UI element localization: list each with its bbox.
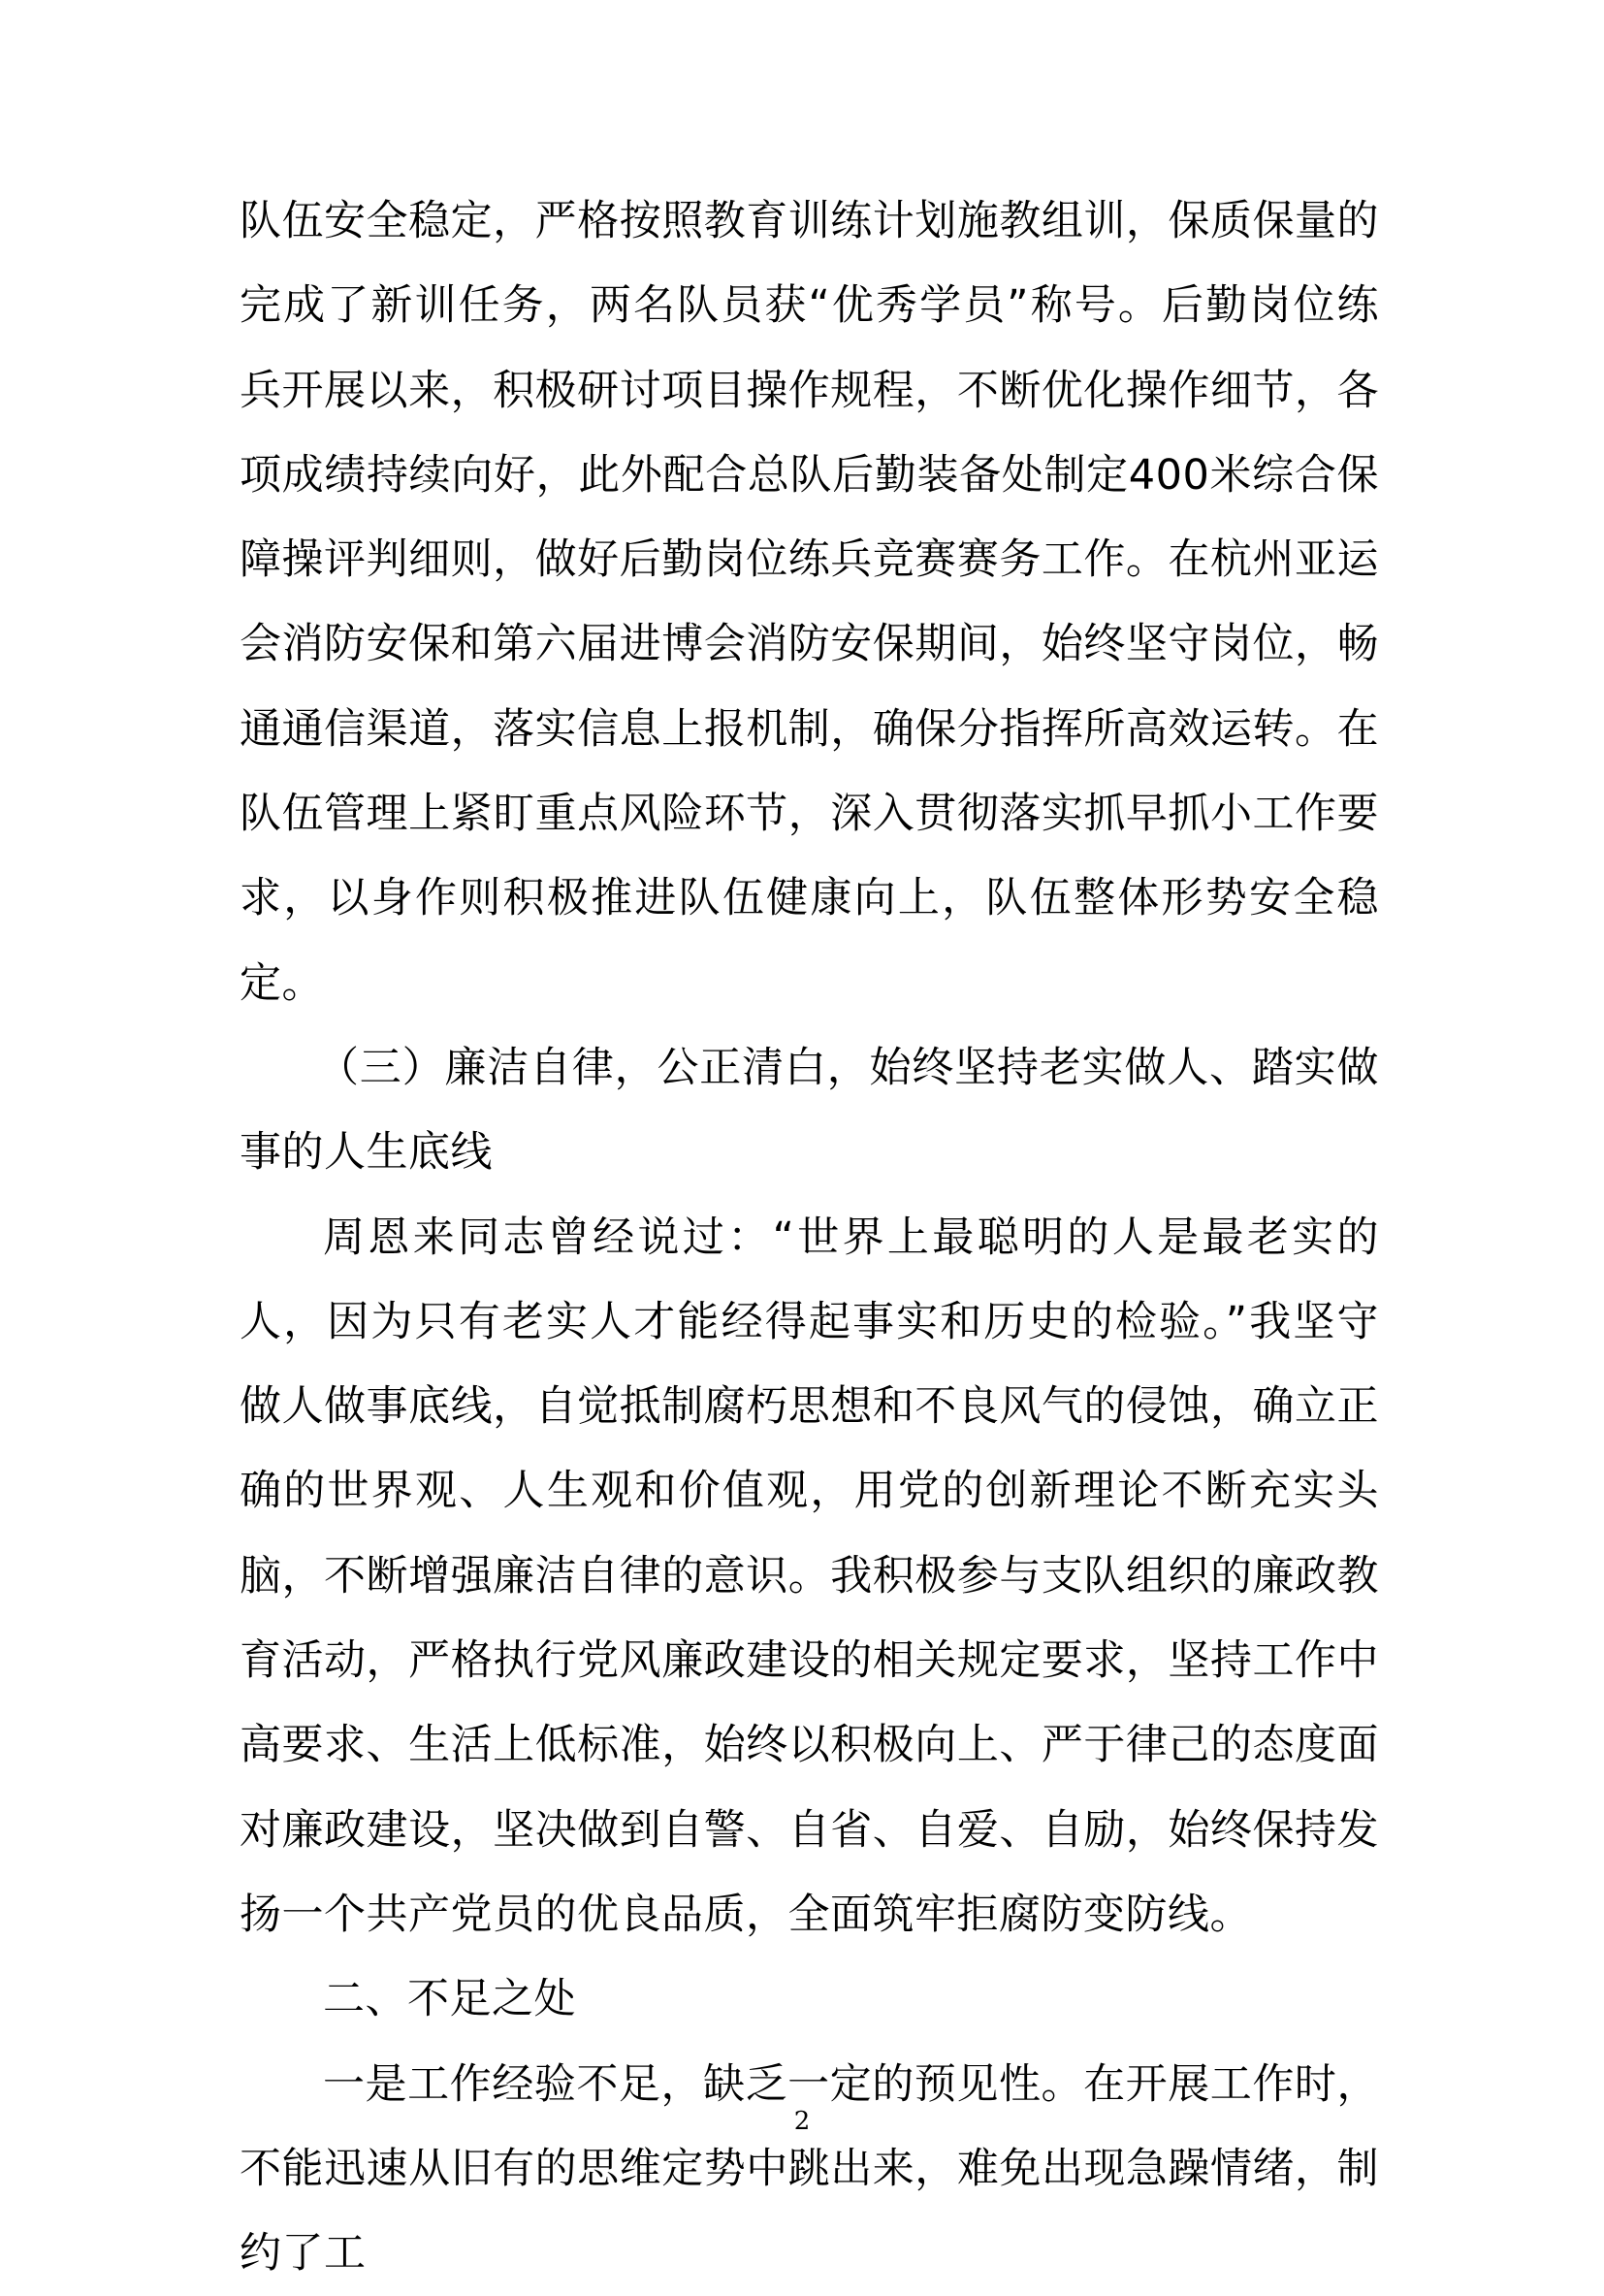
- document-body: [240, 179, 1379, 2296]
- paragraph-integrity: 周恩来同志曾经说过：“世界上最聪明的人是最老实的人，因为只有老实人才能经得起事实和历史的检验。”我坚守做人做事底线，自觉抵制腐朽思想和不良风气的侵蚀，确立正确的世界观、人生观和价值观，用党的创新理论不断充实头脑，不断增强廉洁自律的意识。我积极参与支队组织的廉政教育活动，严格执行党风廉政建设的相关规定要求，坚持工作中高要求、生活上低标准，始终以积极向上、严于律己的态度面对廉政建设，坚决做到自警、自省、自爱、自励，始终保持发扬一个共产党员的优良品质，全面筑牢拒腐防变防线。: [240, 1213, 1379, 1939]
- page-number: 2: [793, 2107, 811, 2136]
- heading-section-2: 二、不足之处: [323, 1975, 576, 2024]
- heading-section-1-3: （三）廉洁自律，公正清白，始终坚持老实做人、踏实做事的人生底线: [240, 1043, 1379, 1178]
- paragraph-continuation: 队伍安全稳定，严格按照教育训练计划施教组训，保质保量的完成了新训任务，两名队员获“优秀学员”称号。后勤岗位练兵开展以来，积极研讨项目操作规程，不断优化操作细节，各项成绩持续向好，此外配合总队后勤装备处制定400米综合保障操评判细则，做好后勤岗位练兵竞赛赛务工作。在杭州亚运会消防安保和第六届进博会消防安保期间，始终坚守岗位，畅通通信渠道，落实信息上报机制，确保分指挥所高效运转。在队伍管理上紧盯重点风险环节，深入贯彻落实抓早抓小工作要求，以身作则积极推进队伍健康向上，队伍整体形势安全稳定。: [240, 197, 1379, 1008]
- paragraph-shortcoming-1: 一是工作经验不足，缺乏一定的预见性。在开展工作时，不能迅速从旧有的思维定势中跳出来，难免出现急躁情绪，制约了工: [240, 2059, 1379, 2279]
